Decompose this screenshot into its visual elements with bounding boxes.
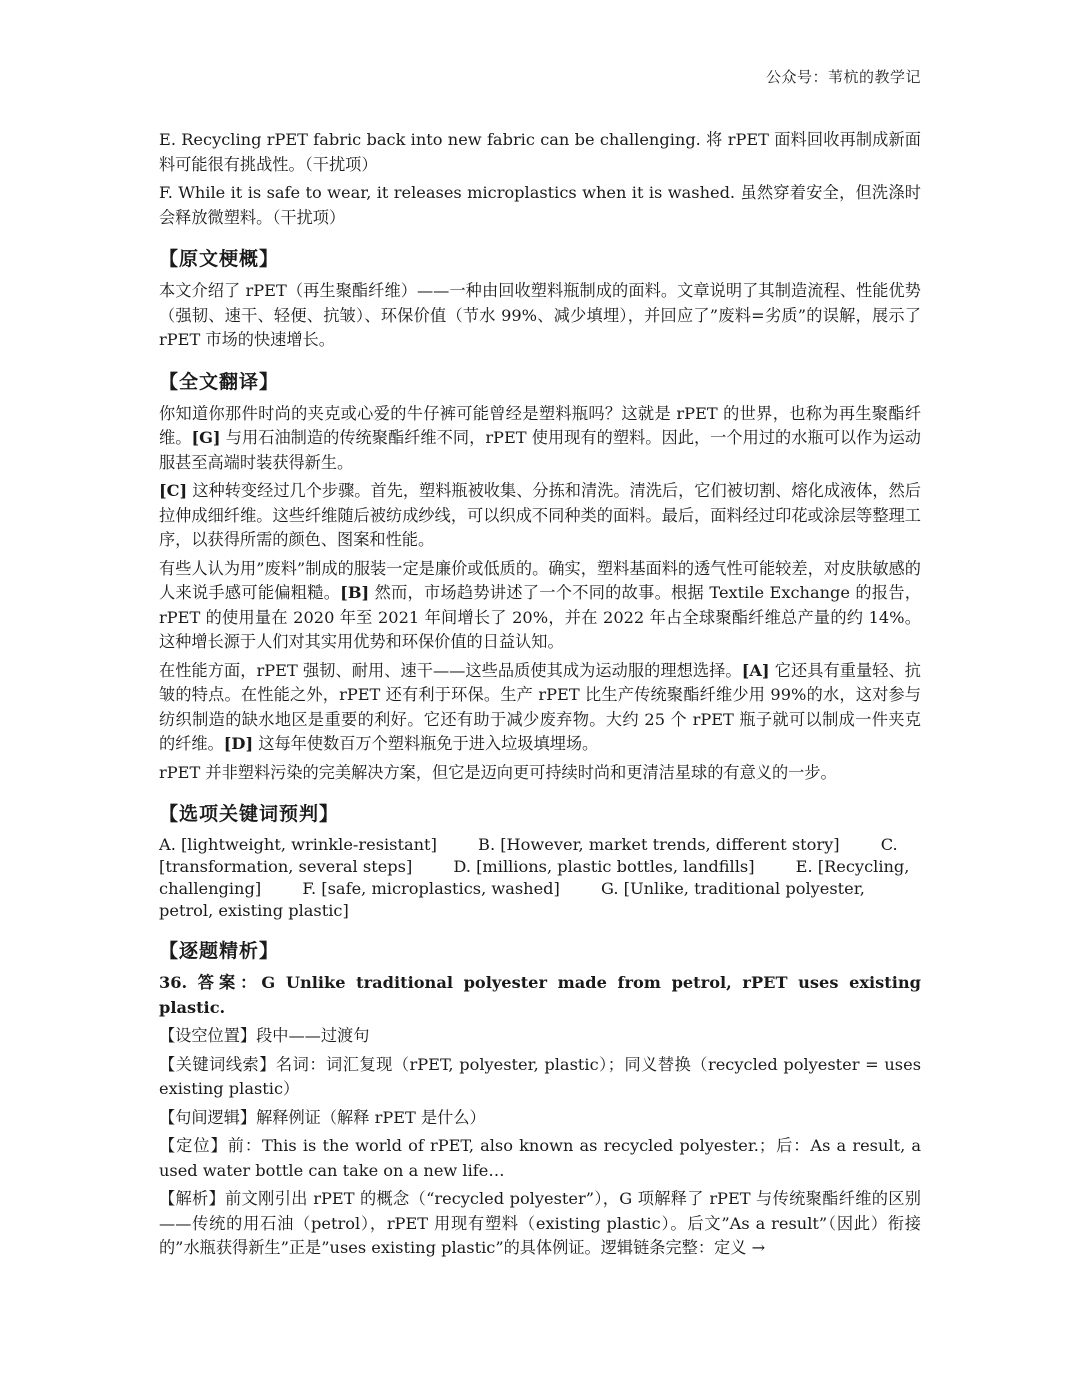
keyword-item: F. [safe, microplastics, washed] [302,879,560,898]
translation-p4-part-c: 这每年使数百万个塑料瓶免于进入垃圾填埋场。 [253,734,599,753]
keyword-item: E. [Recycling, challenging] [159,857,910,898]
header-note: 公众号：苇杭的教学记 [765,68,921,86]
keyword-item: G. [Unlike, traditional polyester, petrol, existing plastic] [159,879,865,920]
analysis-title: 【逐题精析】 [159,940,280,962]
question-36-answer: 36. 答案：G Unlike traditional polyester made from petrol, rPET uses existing plastic. [159,973,921,1017]
keyword-clues: 【关键词线索】名词：词汇复现（rPET, polyester, plastic）；同义替换（recycled polyester = uses existing plastic） [159,1054,921,1098]
analysis-explanation: 【解析】前文刚引出 rPET 的概念（“recycled polyester”），G 项解释了 rPET 与传统聚酯纤维的区别——传统的用石油（petrol），rPET 用现有塑料（existing plastic）。后文”As a result”（因此）衔接的”水瓶获得新生”正是”uses existing plastic”的具体例证。逻辑链条完整：定义 → [159,1189,921,1257]
keywords-list [159,834,921,922]
keyword-item: A. [lightweight, wrinkle-resistant] [159,835,437,854]
translation-paragraph-3 [159,557,921,655]
document-body [159,128,921,1265]
translation-title: 【全文翻译】 [159,370,280,393]
document-page [159,0,921,1397]
keyword-item: B. [However, market trends, different story] [478,835,840,854]
translation-paragraph-4 [159,659,921,757]
sentence-logic: 【句间逻辑】解释例证（解释 rPET 是什么） [159,1107,486,1127]
translation-p3-part-b: 然而，市场趋势讲述了一个不同的故事。根据 Textile Exchange 的报告，rPET 的使用量在 2020 年至 2021 年间增长了 20%，并在 2022 年占全球聚酯纤维总产量的约 14%。这种增长源于人们对其实用优势和环保价值的日益认知。 [159,583,921,651]
option-e: E. Recycling rPET fabric back into new fabric can be challenging. 将 rPET 面料回收再制成新面料可能很有挑战性。（干扰项） [159,130,921,174]
translation-paragraph-1 [159,402,921,476]
blank-tag-g: [G] [191,428,221,447]
translation-paragraph-2 [159,479,921,553]
translation-p3-part-a: 有些人认为用”废料”制成的服装一定是廉价或低质的。确实，塑料基面料的透气性可能较差，对皮肤敏感的人来说手感可能偏粗糙。 [159,558,921,602]
summary-text: 本文介绍了 rPET（再生聚酯纤维）——一种由回收塑料瓶制成的面料。文章说明了其制造流程、性能优势（强韧、速干、轻便、抗皱）、环保价值（节水 99%、减少填埋），并回应了”废料=劣质”的误解，展示了 rPET 市场的快速增长。 [159,281,921,349]
option-f: F. While it is safe to wear, it releases microplastics when it is washed. 虽然穿着安全，但洗涤时会释放微塑料。（干扰项） [159,183,921,227]
blank-tag-d: [D] [223,734,254,753]
translation-p2-text: 这种转变经过几个步骤。首先，塑料瓶被收集、分拣和清洗。清洗后，它们被切割、熔化成液体，然后拉伸成细纤维。这些纤维随后被纺成纱线，可以织成不同种类的面料。最后，面料经过印花或涂层等整理工序，以获得所需的颜色、图案和性能。 [159,481,921,549]
keyword-item: D. [millions, plastic bottles, landfills] [453,857,755,876]
locate-context: 【定位】前：This is the world of rPET, also known as recycled polyester.；后：As a result, a used water bottle can take on a new life… [159,1136,921,1180]
translation-p4-part-b: 它还具有重量轻、抗皱的特点。在性能之外，rPET 还有利于环保。生产 rPET 比生产传统聚酯纤维少用 99%的水，这对参与纺织制造的缺水地区是重要的利好。它还有助于减少废弃物。大约 25 个 rPET 瓶子就可以制成一件夹克的纤维。 [159,660,921,753]
summary-title: 【原文梗概】 [159,248,280,270]
blank-position: 【设空位置】段中——过渡句 [159,1026,370,1045]
blank-tag-b: [B] [340,583,370,602]
keyword-item: C. [transformation, several steps] [159,835,898,876]
keywords-title: 【选项关键词预判】 [159,803,340,825]
blank-tag-c: [C] [159,481,188,500]
translation-p4-part-a: 在性能方面，rPET 强韧、耐用、速干——这些品质使其成为运动服的理想选择。 [159,660,742,680]
translation-p1-part-a: 你知道你那件时尚的夹克或心爱的牛仔裤可能曾经是塑料瓶吗？这就是 rPET 的世界，也称为再生聚酯纤维。 [159,403,921,447]
translation-paragraph-5: rPET 并非塑料污染的完美解决方案，但它是迈向更可持续时尚和更清洁星球的有意义的一步。 [159,762,837,782]
translation-p1-part-b: 与用石油制造的传统聚酯纤维不同，rPET 使用现有的塑料。因此，一个用过的水瓶可以作为运动服甚至高端时装获得新生。 [159,428,921,472]
blank-tag-a: [A] [741,660,770,680]
